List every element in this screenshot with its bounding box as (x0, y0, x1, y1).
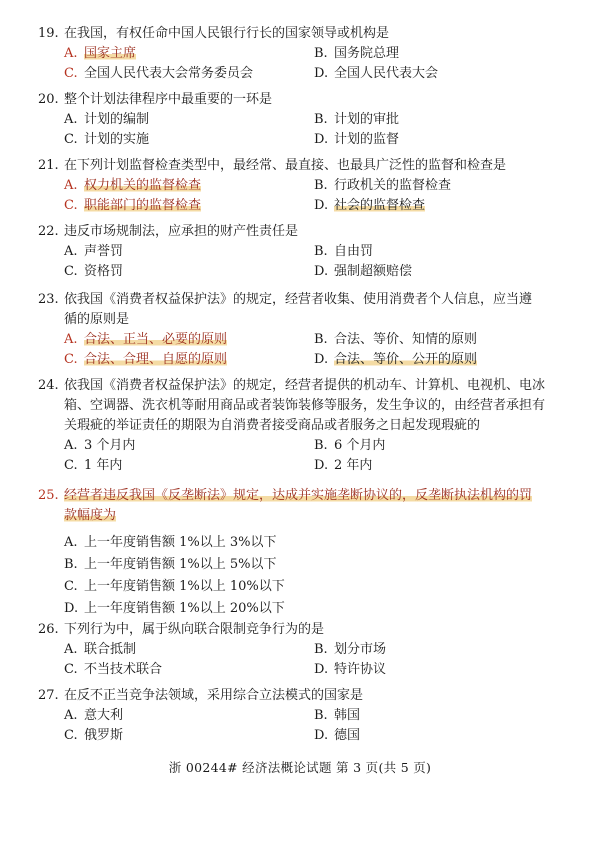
question-number: 22. (38, 224, 59, 239)
question-20 (38, 90, 558, 150)
question-text: 在我国，有权任命中国人民银行行长的国家领导或机构是 (64, 26, 390, 41)
option-b: B. 计划的审批 (314, 112, 400, 127)
question-text: 整个计划法律程序中最重要的一环是 (64, 92, 273, 107)
option-c: C. 俄罗斯 (64, 728, 124, 743)
option-c: C. 职能部门的监督检查 (64, 198, 202, 213)
question-21 (38, 156, 558, 216)
option-c: C. 不当技术联合 (64, 662, 163, 677)
question-text: 在下列计划监督检查类型中，最经常、最直接、也最具广泛性的监督和检查是 (64, 158, 507, 173)
option-b: B. 国务院总理 (314, 46, 400, 61)
option-c: C. 计划的实施 (64, 132, 150, 147)
question-text-continued: 关瑕疵的举证责任的期限为自消费者接受商品或者服务之日起发现瑕疵的 (64, 418, 481, 433)
question-text: 经营者违反我国《反垄断法》规定，达成并实施垄断协议的，反垄断执法机构的罚 (64, 488, 533, 503)
option-a: A. 联合抵制 (64, 642, 137, 657)
question-number: 20. (38, 92, 59, 107)
option-d: D. 特许协议 (314, 662, 387, 677)
question-text: 在反不正当竞争法领域，采用综合立法模式的国家是 (64, 688, 364, 703)
question-27 (38, 686, 558, 746)
option-a: A. 上一年度销售额 1%以上 3%以下 (64, 535, 277, 550)
option-d: D. 全国人民代表大会 (314, 66, 439, 81)
question-text-continued: 款幅度为 (64, 508, 117, 523)
option-c: C. 全国人民代表大会常务委员会 (64, 66, 254, 81)
question-text: 下列行为中，属于纵向联合限制竞争行为的是 (64, 622, 325, 637)
question-text-continued: 循的原则是 (64, 312, 130, 327)
question-number: 23. (38, 292, 59, 307)
question-text: 依我国《消费者权益保护法》的规定，经营者提供的机动车、计算机、电视机、电冰 (64, 378, 546, 393)
option-d: D. 社会的监督检查 (314, 198, 426, 213)
question-26 (38, 620, 558, 680)
option-a: A. 意大利 (64, 708, 124, 723)
question-number: 19. (38, 26, 59, 41)
question-number: 24. (38, 378, 59, 393)
option-b: B. 行政机关的监督检查 (314, 178, 452, 193)
option-b: B. 6 个月内 (314, 438, 386, 453)
page-footer: 浙 00244# 经济法概论试题 第 3 页(共 5 页) (168, 760, 432, 775)
question-number: 21. (38, 158, 59, 173)
question-25 (38, 486, 558, 620)
option-d: D. 强制超额赔偿 (314, 264, 413, 279)
option-a: A. 计划的编制 (64, 112, 150, 127)
question-19 (38, 24, 558, 84)
option-b: B. 划分市场 (314, 642, 387, 657)
option-d: D. 计划的监督 (314, 132, 400, 147)
option-b: B. 自由罚 (314, 244, 374, 259)
question-number: 27. (38, 688, 59, 703)
option-b: B. 合法、等价、知情的原则 (314, 332, 478, 347)
option-d: D. 上一年度销售额 1%以上 20%以下 (64, 601, 285, 616)
option-a: A. 权力机关的监督检查 (64, 178, 202, 193)
option-c: C. 1 年内 (64, 458, 123, 473)
question-text: 依我国《消费者权益保护法》的规定，经营者收集、使用消费者个人信息，应当遵 (64, 292, 533, 307)
option-b: B. 韩国 (314, 708, 361, 723)
option-d: D. 2 年内 (314, 458, 373, 473)
question-23 (38, 290, 558, 370)
option-a: A. 国家主席 (64, 46, 137, 61)
option-c: C. 合法、合理、自愿的原则 (64, 352, 228, 367)
question-number: 26. (38, 622, 59, 637)
question-text: 违反市场规制法，应承担的财产性责任是 (64, 224, 299, 239)
option-c: C. 上一年度销售额 1%以上 10%以下 (64, 579, 285, 594)
option-c: C. 资格罚 (64, 264, 124, 279)
option-a: A. 3 个月内 (64, 438, 136, 453)
question-24 (38, 376, 558, 476)
option-d: D. 合法、等价、公开的原则 (314, 352, 478, 367)
question-22 (38, 222, 558, 282)
option-b: B. 上一年度销售额 1%以上 5%以下 (64, 557, 277, 572)
option-a: A. 声誉罚 (64, 244, 124, 259)
question-text-continued: 箱、空调器、洗衣机等耐用商品或者装饰装修等服务，发生争议的，由经营者承担有 (64, 398, 546, 413)
option-d: D. 德国 (314, 728, 361, 743)
option-a: A. 合法、正当、必要的原则 (64, 332, 228, 347)
question-number: 25. (38, 488, 59, 503)
